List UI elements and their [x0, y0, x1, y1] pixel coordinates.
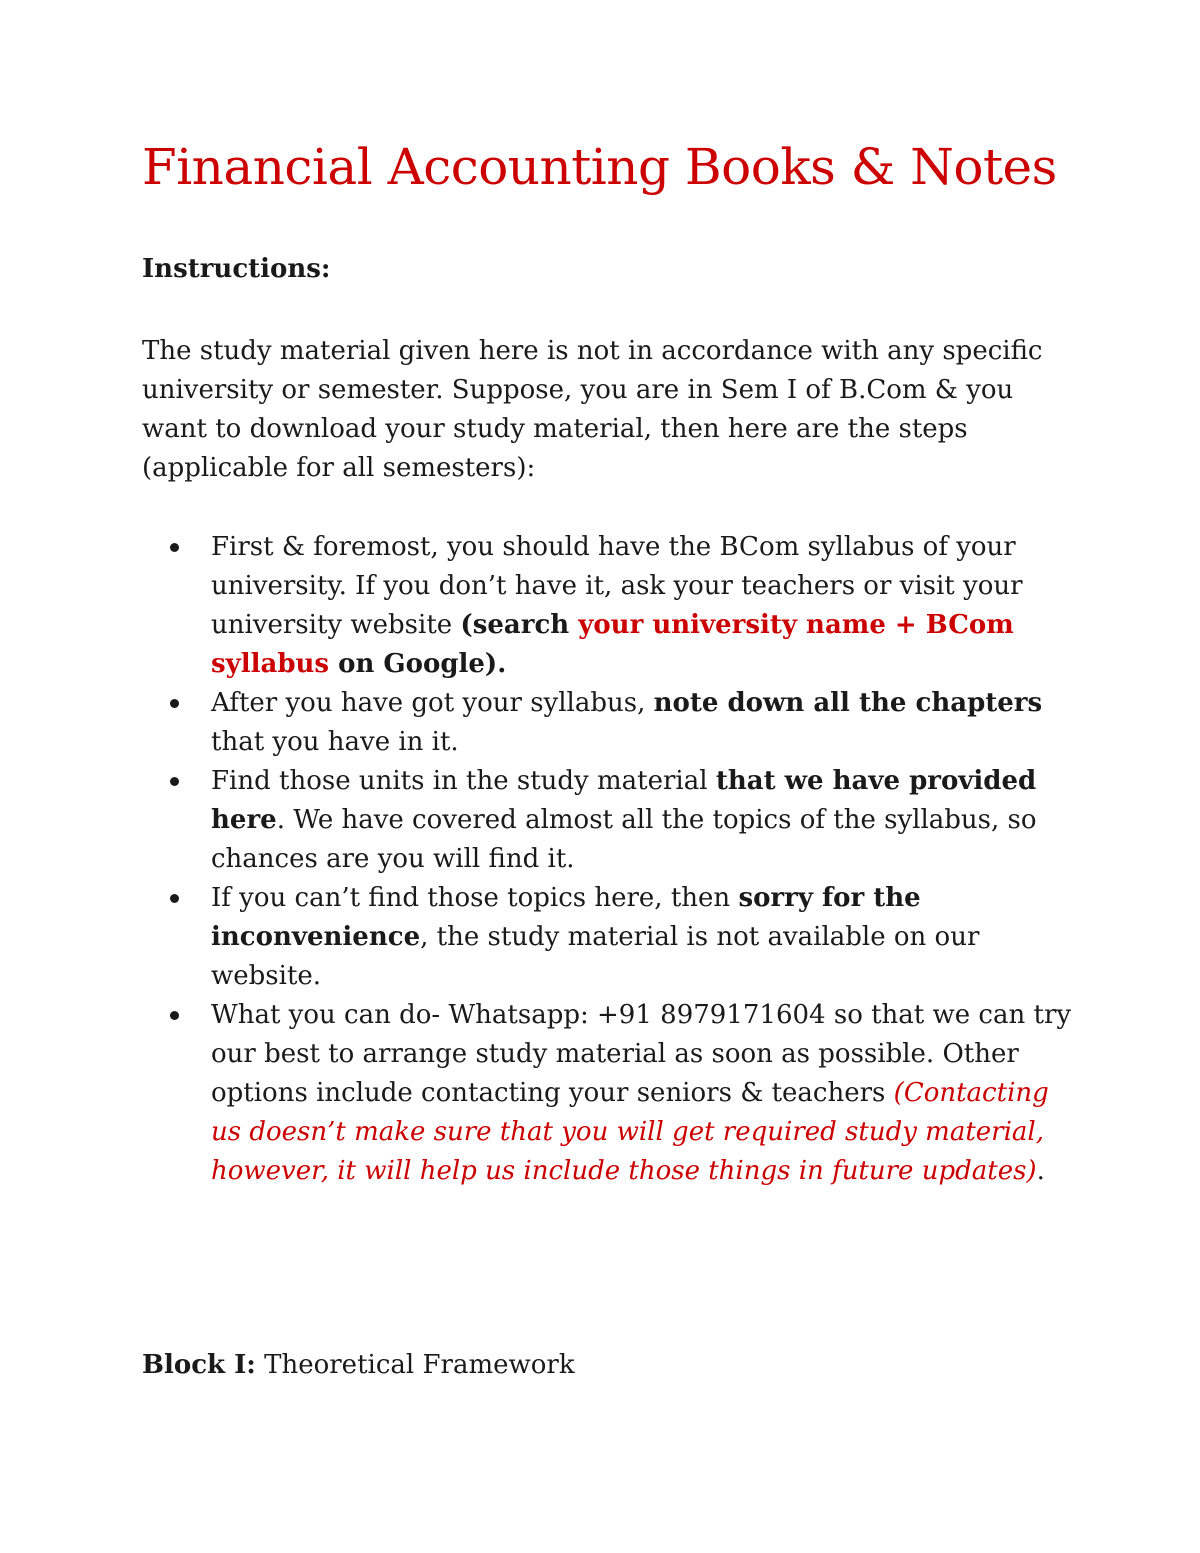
list-item-step-5 [142, 996, 1082, 1191]
instructions-heading: Instructions: [142, 254, 331, 284]
block-text: Theoretical Framework [255, 1350, 575, 1380]
step-text: . [1036, 1156, 1045, 1186]
step-bold: note down all the chapters [653, 688, 1043, 718]
bullet-icon [170, 777, 179, 786]
step-bold: (search [460, 610, 579, 640]
block-heading [142, 1350, 575, 1380]
page-title: Financial Accounting Books & Notes [142, 138, 1057, 196]
intro-paragraph: The study material given here is not in accordance with any specific university or semester. Suppose, you are in Sem I of B.Com & you want to download your study material, then here are the steps (applicable for all semesters): [142, 336, 1043, 483]
step-text: . We have covered almost all the topics of the syllabus, so chances are you will find it. [211, 805, 1037, 874]
step-bold: sorry for the inconvenience [211, 883, 921, 952]
step-text: First & foremost, you should have the BCom syllabus of your university. If you don’t have it, ask your teachers or visit your university website [211, 532, 1023, 640]
step-text: After you have got your syllabus, [211, 688, 654, 718]
step-highlight: your university name + BCom syllabus [211, 610, 1014, 679]
step-text: Find those units in the study material [211, 766, 716, 796]
list-item-step-4 [142, 879, 1082, 996]
list-item-step-1 [142, 528, 1082, 684]
step-text: that you have in it. [211, 727, 459, 757]
step-text: . [497, 649, 507, 679]
bullet-icon [170, 699, 179, 708]
step-text: , the study material is not available on our website. [211, 922, 980, 991]
list-item-step-3 [142, 762, 1082, 879]
bullet-icon [170, 1011, 179, 1020]
step-text: What you can do- Whatsapp: +91 8979171604 so that we can try our best to arrange study material as soon as possible. Other options include contacting your seniors & teachers [211, 1000, 1072, 1108]
bullet-icon [170, 894, 179, 903]
step-bold: that we have provided here [211, 766, 1037, 835]
step-note-italic: (Contacting us doesn’t make sure that you will get required study material, however, it will help us include those things in future updates) [211, 1078, 1049, 1186]
bullet-icon [170, 543, 179, 552]
steps-list [142, 528, 1082, 1191]
list-item-step-2 [142, 684, 1082, 762]
block-label: Block I: [142, 1350, 256, 1380]
step-bold: on Google) [329, 649, 498, 679]
step-text: If you can’t find those topics here, then [211, 883, 739, 913]
